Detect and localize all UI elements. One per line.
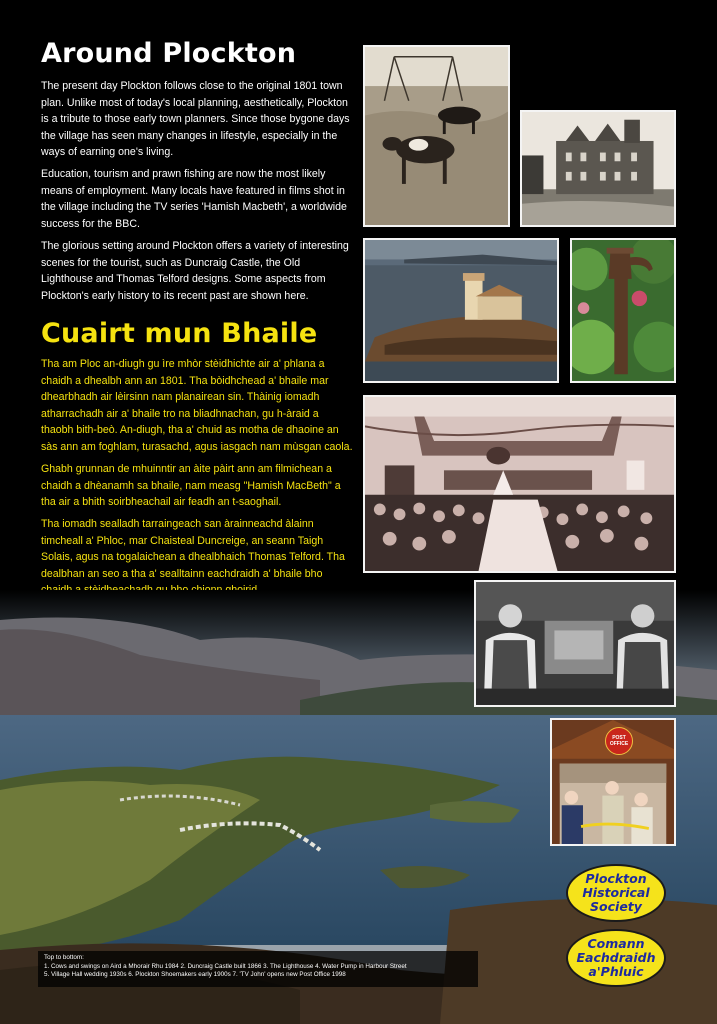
caption-line-3: 5. Village Hall wedding 1930s 6. Plockton Shoemakers early 1900s 7. 'TV John' opens new Post Office 1998 (44, 971, 346, 979)
logo-en-line-3: Society (590, 899, 642, 914)
photo-cows-and-swings (363, 45, 510, 227)
caption-line-1: Top to bottom: (44, 954, 84, 961)
logo-en-line-2: Historical (582, 885, 650, 900)
english-title: Around Plockton (41, 38, 297, 69)
logo-gd-line-2: Eachdraidh (576, 950, 656, 965)
gaelic-paragraph-1: Tha am Ploc an-diugh gu ìre mhòr stèidhichte air a' phlana a chaidh a dhealbh ann an 1801. Tha bòidhchead a' bhaile mar dhearbhadh air lèirsinn nam planairean sin. Thàinig iomadh atharrachadh air a' bhaile tro na bliadhnachan, gu h-àraid a thaobh bith-beò. An-diugh, tha a' chuid as motha de dhaoine an sàs ann am foghlam, turasachd, agus iasgach nam mùsgan caola. (41, 358, 353, 453)
photo-post-office-opening (550, 718, 676, 846)
gaelic-paragraph-3: Tha iomadh sealladh tarraingeach san àrainneachd àlainn timcheall a' Phloc, mar Chaisteal Duncreige, an seann Taigh Solais, agus na togalaichean a dhealbhaich Thomas Telford. Tha dealbhan an seo a tha a' sealltainn eachdraidh a' bhaile bho (41, 518, 345, 580)
gaelic-paragraph-2: Ghabh grunnan de mhuinntir an àite pàirt ann am filmichean a chaidh a dhèanamh sa bhaile, nam measg "Hamish MacBeth" a tha air a bhith soirbheachail air feadh an t-saoghail. (41, 463, 341, 509)
photo-village-hall-wedding (363, 395, 676, 573)
post-office-sign-line-2: OFFICE (609, 741, 629, 747)
logo-gd-line-3: a'Phluic (588, 964, 644, 979)
logo-gd-line-1: Comann (587, 936, 645, 951)
plockton-historical-society-logo (566, 864, 666, 922)
photo-lighthouse (363, 238, 559, 383)
english-paragraph-1: The present day Plockton follows close to the original 1801 town plan. Unlike most of today's local planning, aesthetically, Plockton is a tribute to those early town planners. Since those bygone days the village has seen many changes in lifestyle, especially in the ways of earning one's living. (41, 80, 350, 159)
photo-plockton-shoemakers (474, 580, 676, 707)
caption-line-2: 1. Cows and swings on Aird a Mhorair Rhu 1984 2. Duncraig Castle built 1866 3. The Lighthouse 4. Water Pump in Harbour Street (44, 962, 407, 970)
photo-duncraig-castle (520, 110, 676, 227)
photo-water-pump (570, 238, 676, 383)
english-paragraph-3: The glorious setting around Plockton offers a variety of interesting scenes for the tourist, such as Duncraig Castle, the Old Lighthouse and Thomas Telford designs. Some aspects from Plockton's early history to its recent past are shown here. (41, 240, 349, 302)
english-paragraph-2: Education, tourism and prawn fishing are now the most likely means of employment. Many locals have featured in films shot in the village including the TV series 'Hamish Macbeth', a worldwide success for the BBC. (41, 168, 347, 230)
post-office-sign-line-1: POST (612, 735, 626, 741)
post-office-sign (605, 727, 633, 755)
logo-en-line-1: Plockton (585, 871, 647, 886)
comann-eachdraidh-logo (566, 929, 666, 987)
photo-caption (38, 951, 478, 987)
gaelic-title: Cuairt mun Bhaile (41, 318, 318, 349)
